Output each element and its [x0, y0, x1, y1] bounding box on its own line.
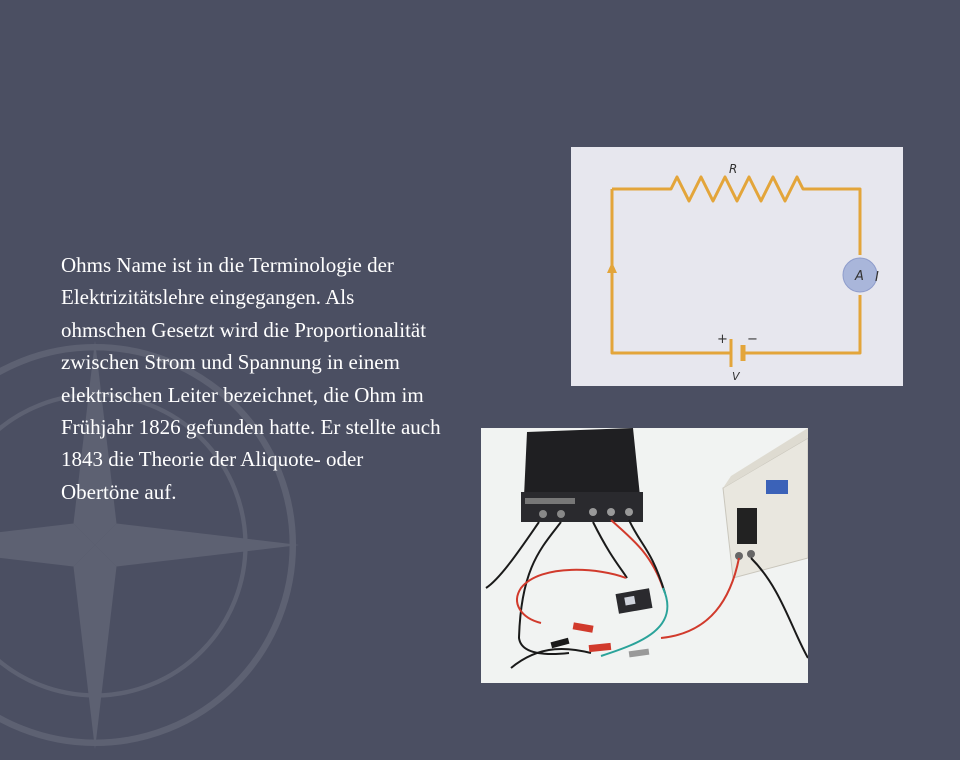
minus-label: − [747, 332, 758, 347]
lab-setup-photo [481, 428, 808, 683]
resistor-label: R [729, 162, 738, 176]
voltage-label: V [732, 370, 740, 383]
current-label: I [875, 270, 879, 285]
plus-label: + [717, 332, 728, 347]
lab-setup-illustration [481, 428, 808, 683]
current-arrow-icon [607, 262, 617, 273]
ammeter-label: A [855, 269, 864, 284]
body-text: Ohms Name ist in die Terminologie der Elektrizitätslehre eingegangen. Als ohmschen Gesetzt wird die Proportionalität zwischen Strom und Spannung in einem elektrischen Leiter bezeichnet, die Ohm im Frühjahr 1826 gefunden hatte. Er stellte auch 1843 die Theorie der Aliquote- oder Obertöne auf. [61, 253, 441, 504]
circuit-diagram [571, 147, 903, 386]
circuit-diagram-image [571, 147, 903, 386]
